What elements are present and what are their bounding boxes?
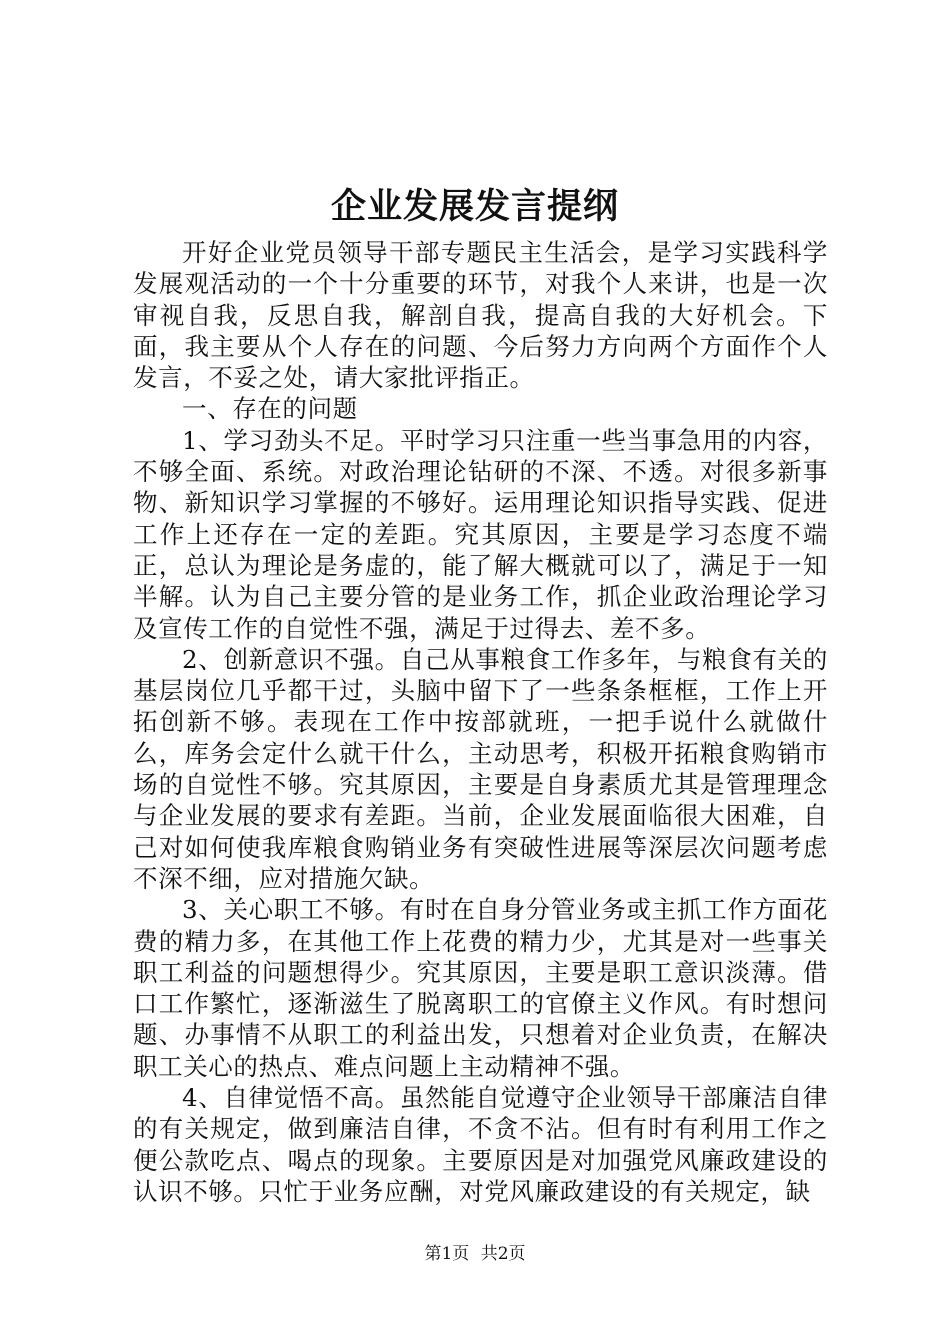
issue-paragraph-2: 2、创新意识不强。自己从事粮食工作多年，与粮食有关的基层岗位几乎都干过，头脑中留下了一些条条框框，工作上开拓创新不够。表现在工作中按部就班，一把手说什么就做什么，库务会定什么就干什么，主动思考，积极开拓粮食购销市场的自觉性不够。究其原因，主要是自身素质尤其是管理理念与企业发展的要求有差距。当前，企业发展面临很大困难，自己对如何使我库粮食购销业务有突破性进展等深层次问题考虑不深不细，应对措施欠缺。 bbox=[133, 644, 828, 893]
document-title: 企业发展发言提纲 bbox=[330, 186, 619, 227]
page-footer bbox=[0, 1243, 950, 1265]
issue-paragraph-1: 1、学习劲头不足。平时学习只注重一些当事急用的内容，不够全面、系统。对政治理论钻研的不深、不透。对很多新事物、新知识学习掌握的不够好。运用理论知识指导实践、促进工作上还存在一定的差距。究其原因，主要是学习态度不端正，总认为理论是务虚的，能了解大概就可以了，满足于一知半解。认为自己主要分管的是业务工作，抓企业政治理论学习及宣传工作的自觉性不强，满足于过得去、差不多。 bbox=[133, 425, 828, 643]
page-total: 共2页 bbox=[480, 1244, 526, 1264]
intro-paragraph: 开好企业党员领导干部专题民主生活会，是学习实践科学发展观活动的一个十分重要的环节，对我个人来讲，也是一次审视自我，反思自我，解剖自我，提高自我的大好机会。下面，我主要从个人存在的问题、今后努力方向两个方面作个人发言，不妥之处，请大家批评指正。 bbox=[133, 238, 828, 393]
issue-paragraph-4: 4、自律觉悟不高。虽然能自觉遵守企业领导干部廉洁自律的有关规定，做到廉洁自律，不贪不沾。但有时有利用工作之便公款吃点、喝点的现象。主要原因是对加强党风廉政建设的认识不够。只忙于业务应酬，对党风廉政建设的有关规定，缺 bbox=[133, 1083, 828, 1206]
section-heading: 一、存在的问题 bbox=[182, 394, 358, 424]
page-number: 第1页 bbox=[424, 1244, 470, 1264]
issue-paragraph-3: 3、关心职工不够。有时在自身分管业务或主抓工作方面花费的精力多，在其他工作上花费的精力少，尤其是对一些事关职工利益的问题想得少。究其原因，主要是职工意识淡薄。借口工作繁忙，逐渐滋生了脱离职工的官僚主义作风。有时想问题、办事情不从职工的利益出发，只想着对企业负责，在解决职工关心的热点、难点问题上主动精神不强。 bbox=[133, 895, 828, 1081]
document-body bbox=[133, 237, 828, 1207]
